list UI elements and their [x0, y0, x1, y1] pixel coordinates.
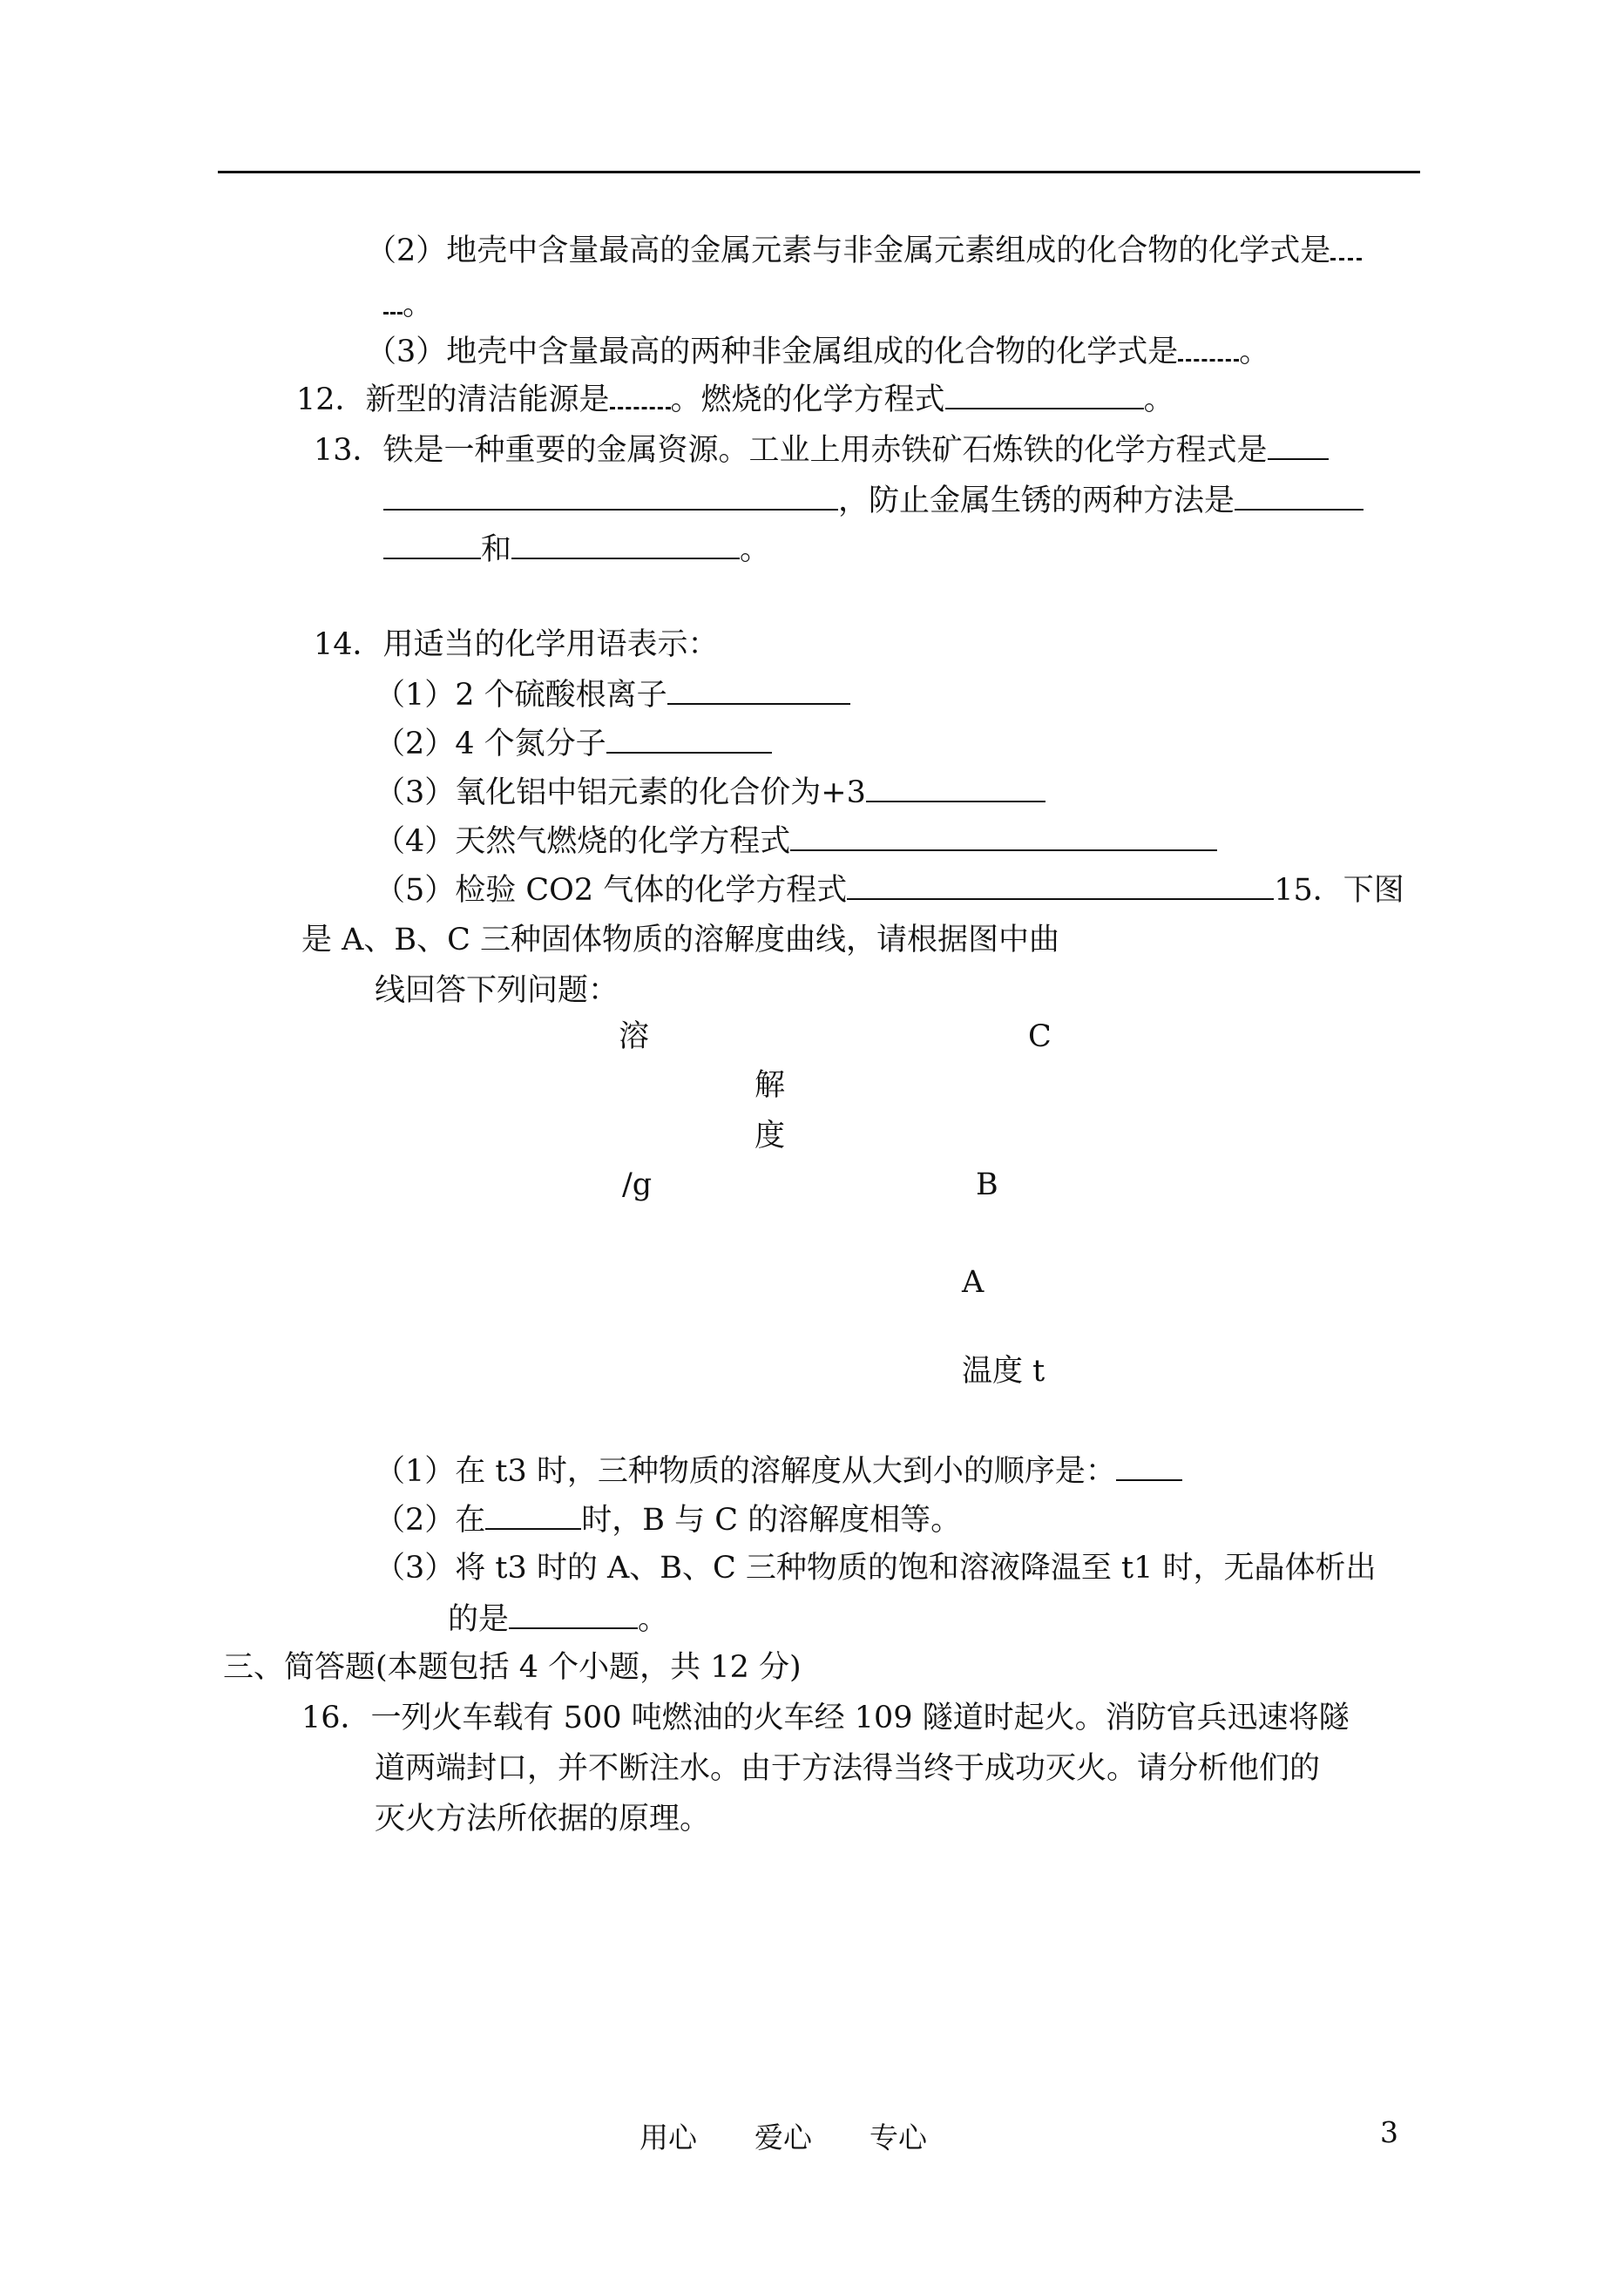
x-axis-label: 温度 t: [962, 1354, 1045, 1389]
question-14-title: 14．用适当的化学用语表示：: [314, 627, 719, 662]
curve-label-c: C: [1028, 1019, 1052, 1054]
q15-sub-3-cont: 的是 。: [448, 1598, 668, 1640]
answer-blank[interactable]: [383, 528, 481, 559]
answer-blank[interactable]: [1330, 232, 1362, 260]
answer-blank[interactable]: [485, 1498, 581, 1530]
y-axis-label-char-1: 溶: [619, 1019, 650, 1054]
q14-item-5: （5）检验 CO2 气体的化学方程式 15．下图: [375, 869, 1404, 911]
question-13-line1: 13．铁是一种重要的金属资源。工业上用赤铁矿石炼铁的化学方程式是: [314, 429, 1329, 471]
answer-blank[interactable]: [790, 820, 1217, 851]
question-13-line2: ，防止金属生锈的两种方法是: [383, 479, 1363, 522]
q15-sub-2: （2）在 时，B 与 C 的溶解度相等。: [375, 1498, 961, 1541]
curve-label-b: B: [976, 1167, 998, 1202]
answer-blank[interactable]: [1178, 333, 1239, 362]
q14-item-3: （3）氧化铝中铝元素的化合价为+3: [375, 771, 1045, 814]
q14-item-1: （1）2 个硫酸根离子: [375, 673, 850, 716]
header-rule: [218, 171, 1420, 173]
answer-blank[interactable]: [1116, 1450, 1182, 1481]
question-16-line3: 灭火方法所依据的原理。: [375, 1802, 711, 1836]
answer-blank[interactable]: [847, 869, 1274, 900]
q15-sub-1: （1）在 t3 时，三种物质的溶解度从大到小的顺序是：: [375, 1450, 1182, 1492]
answer-blank[interactable]: [383, 479, 838, 511]
q11-part2: （2）地壳中含量最高的金属元素与非金属元素组成的化合物的化学式是: [366, 230, 1362, 272]
y-axis-label-char-2: 解: [754, 1068, 786, 1103]
q11-part3: （3）地壳中含量最高的两种非金属组成的化合物的化学式是 。: [366, 335, 1270, 369]
q14-item-4: （4）天然气燃烧的化学方程式: [375, 820, 1217, 862]
q11-part2-cont: 。: [383, 284, 433, 326]
section-3-heading: 三、简答题(本题包括 4 个小题，共 12 分): [223, 1650, 802, 1685]
answer-blank[interactable]: [511, 528, 740, 559]
answer-blank[interactable]: [945, 378, 1144, 409]
answer-blank[interactable]: [1235, 479, 1363, 511]
question-12: 12．新型的清洁能源是 。燃烧的化学方程式 。: [296, 378, 1174, 421]
answer-blank[interactable]: [1268, 429, 1329, 460]
curve-label-a: A: [962, 1265, 985, 1300]
footer-motto: 用心 爱心 专心: [639, 2121, 927, 2154]
question-16-line2: 道两端封口，并不断注水。由于方法得当终于成功灭火。请分析他们的: [375, 1751, 1321, 1786]
y-axis-unit: /g: [622, 1167, 653, 1202]
answer-blank[interactable]: [383, 286, 403, 315]
question-15-line2: 是 A、B、C 三种固体物质的溶解度曲线，请根据图中曲: [301, 923, 1060, 957]
answer-blank[interactable]: [866, 771, 1045, 802]
answer-blank[interactable]: [606, 722, 772, 754]
q15-sub-3: （3）将 t3 时的 A、B、C 三种物质的饱和溶液降温至 t1 时，无晶体析出: [375, 1551, 1377, 1586]
y-axis-label-char-3: 度: [754, 1119, 786, 1153]
question-15-line3: 线回答下列问题：: [375, 973, 619, 1008]
answer-blank[interactable]: [509, 1598, 638, 1629]
answer-blank[interactable]: [610, 381, 671, 409]
q14-item-2: （2）4 个氮分子: [375, 722, 772, 765]
page-number: 3: [1380, 2115, 1398, 2149]
answer-blank[interactable]: [667, 673, 850, 705]
question-16-line1: 16．一列火车载有 500 吨燃油的火车经 109 隧道时起火。消防官兵迅速将隧: [301, 1701, 1350, 1735]
question-13-line3: 和 。: [383, 528, 770, 571]
